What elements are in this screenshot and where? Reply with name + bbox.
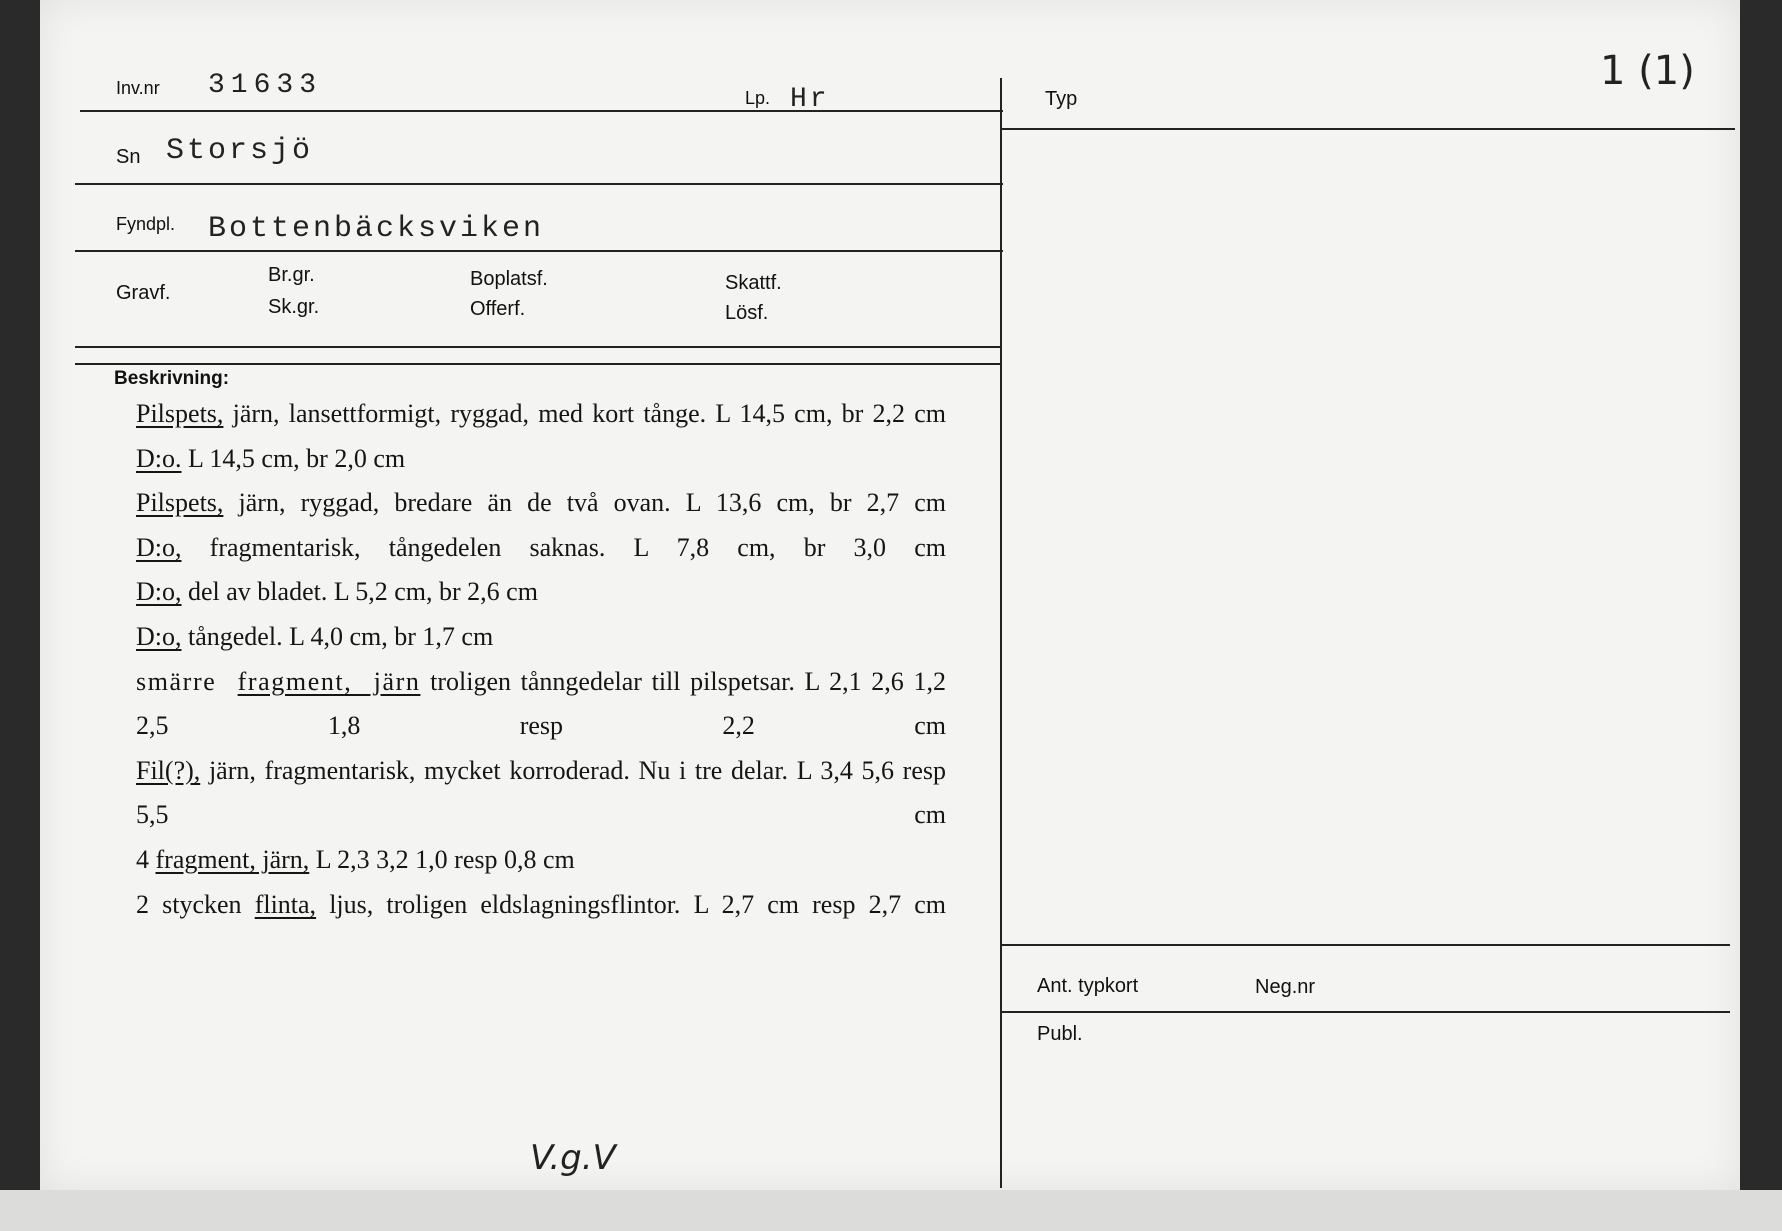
description-term: Pilspets,	[136, 399, 224, 428]
description-entry	[136, 481, 946, 526]
neg-nr-label: Neg.nr	[1255, 976, 1316, 998]
description-text: L 14,5 cm, br 2,0 cm	[181, 443, 406, 473]
gravf-label: Gravf.	[116, 282, 171, 304]
description-term: Fil(?),	[136, 755, 201, 785]
publ-label: Publ.	[1037, 1023, 1083, 1045]
description-text: troligen tånngedelar till pilspetsar. L 2,1 2,6 1,2 2,5 1,8 resp 2,2 cm	[136, 666, 946, 741]
inv-nr-label: Inv.nr	[116, 78, 160, 98]
description-text: L 2,3 3,2 1,0 resp 0,8 cm	[309, 844, 575, 874]
description-entry	[136, 615, 946, 660]
fyndpl-value: Bottenbäcksviken	[208, 212, 545, 246]
description-term: fragment, järn	[237, 666, 421, 696]
description-body	[136, 392, 946, 927]
row-divider-fyndpl	[75, 250, 1003, 252]
description-entry	[136, 883, 946, 928]
description-entry	[136, 749, 946, 838]
row-divider-typ	[1002, 128, 1735, 130]
description-text: del av bladet. L 5,2 cm, br 2,6 cm	[181, 577, 538, 607]
description-term: D:o,	[136, 532, 182, 562]
description-entry	[136, 392, 946, 437]
description-term: fragment, järn,	[155, 844, 310, 874]
description-entry	[136, 570, 946, 615]
lp-value: Hr	[790, 84, 830, 115]
skattf-label: Skattf.	[725, 272, 782, 294]
inv-nr-value: 31633	[208, 70, 323, 101]
description-text: ljus, troligen eldslagningsflintor. L 2,7 cm resp 2,7 cm	[316, 889, 946, 919]
beskrivning-label: Beskrivning:	[114, 368, 230, 389]
brgr-label: Br.gr.	[268, 264, 315, 286]
typ-label: Typ	[1045, 88, 1078, 110]
description-prefix: 2 stycken	[136, 889, 255, 919]
boplatsf-label: Boplatsf.	[470, 268, 548, 290]
description-entry	[136, 660, 946, 749]
offerf-label: Offerf.	[470, 298, 526, 320]
description-entry	[136, 526, 946, 571]
sn-label: Sn	[116, 146, 141, 168]
description-text: tångedel. L 4,0 cm, br 1,7 cm	[181, 621, 494, 651]
description-term: D:o.	[136, 443, 182, 473]
description-term: D:o,	[136, 621, 182, 651]
row-divider-sn	[75, 183, 1003, 185]
row-divider-categories	[75, 346, 1000, 348]
description-term: D:o,	[136, 577, 182, 607]
description-entry	[136, 437, 946, 482]
sn-value: Storsjö	[166, 134, 314, 168]
description-text: järn, ryggad, bredare än de två ovan. L 13,6 cm, br 2,7 cm	[223, 488, 946, 518]
description-term: Pilspets,	[136, 488, 224, 518]
description-text: järn, fragmentarisk, mycket korroderad. Nu i tre delar. L 3,4 5,6 resp 5,5 cm	[136, 755, 946, 830]
lp-label: Lp.	[745, 88, 771, 108]
ant-typkort-label: Ant. typkort	[1037, 975, 1139, 997]
description-text: fragmentarisk, tångedelen saknas. L 7,8 cm, br 3,0 cm	[181, 532, 946, 562]
fyndpl-label: Fyndpl.	[116, 214, 176, 234]
row-divider-description	[75, 363, 1000, 365]
description-term: flinta,	[254, 889, 317, 919]
row-divider-typkort-bottom	[1002, 1011, 1730, 1013]
description-prefix: smärre	[136, 666, 238, 696]
skgr-label: Sk.gr.	[268, 296, 320, 318]
row-divider-inv	[80, 110, 1003, 112]
column-divider	[1000, 78, 1002, 1188]
losf-label: Lösf.	[725, 302, 769, 324]
description-text: järn, lansettformigt, ryggad, med kort tånge. L 14,5 cm, br 2,2 cm	[223, 399, 946, 428]
handwritten-signature: V.g.V	[530, 1138, 616, 1178]
description-prefix: 4	[136, 844, 156, 874]
row-divider-typkort-top	[1002, 944, 1730, 946]
scan-background-strip	[0, 1190, 1782, 1231]
description-entry	[136, 838, 946, 883]
page-mark: 1 (1)	[1600, 48, 1695, 94]
